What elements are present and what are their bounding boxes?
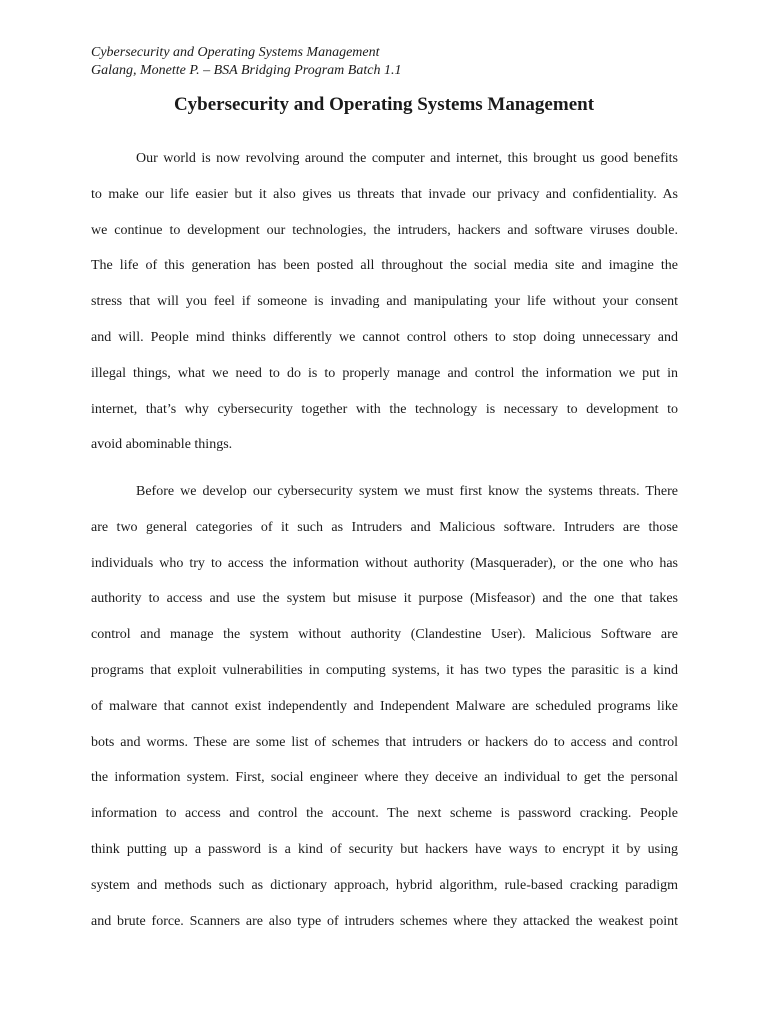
paragraph-line: individuals who try to access the information without authority (Masquerader), or the one who has <box>91 555 678 571</box>
running-header <box>91 44 691 80</box>
paragraph-line: to make our life easier but it also gives us threats that invade our privacy and confidentiality. As <box>91 186 678 202</box>
paragraph-line: Our world is now revolving around the computer and internet, this brought us good benefits <box>136 151 678 166</box>
paragraph-line: system and methods such as dictionary approach, hybrid algorithm, rule-based cracking paradigm <box>91 877 678 893</box>
paragraph-line: and brute force. Scanners are also type of intruders schemes where they attacked the weakest point <box>91 913 678 929</box>
paragraph-line: Before we develop our cybersecurity system we must first know the systems threats. There <box>136 484 678 499</box>
paragraph-line: authority to access and use the system but misuse it purpose (Misfeasor) and the one that takes <box>91 591 678 607</box>
header-author: Galang, Monette P. – BSA Bridging Program Batch 1.1 <box>91 63 402 78</box>
paragraph-line: control and manage the system without authority (Clandestine User). Malicious Software are <box>91 627 678 643</box>
paragraph-line: and will. People mind thinks differently we cannot control others to stop doing unnecessary and <box>91 329 678 345</box>
header-title: Cybersecurity and Operating Systems Management <box>91 45 380 60</box>
paragraph-line: programs that exploit vulnerabilities in computing systems, it has two types the parasitic is a kind <box>91 662 678 678</box>
paragraph-line: the information system. First, social engineer where they deceive an individual to get the personal <box>91 770 678 786</box>
paragraph-line: think putting up a password is a kind of security but hackers have ways to encrypt it by using <box>91 841 678 857</box>
paragraph-1 <box>91 141 678 463</box>
paragraph-line: internet, that’s why cybersecurity together with the technology is necessary to development to <box>91 401 678 417</box>
paragraph-line: bots and worms. These are some list of schemes that intruders or hackers do to access and control <box>91 734 678 750</box>
paragraph-line: of malware that cannot exist independently and Independent Malware are scheduled programs like <box>91 698 678 714</box>
document-title: Cybersecurity and Operating Systems Management <box>173 94 595 115</box>
paragraph-line: illegal things, what we need to do is to properly manage and control the information we put in <box>91 365 678 381</box>
paragraph-line: avoid abominable things. <box>91 437 233 453</box>
paragraph-line: The life of this generation has been posted all throughout the social media site and imagine the <box>91 258 678 274</box>
paragraph-line: information to access and control the account. The next scheme is password cracking. People <box>91 806 678 822</box>
paragraph-2 <box>91 474 678 939</box>
paragraph-line: we continue to development our technologies, the intruders, hackers and software viruses double. <box>91 222 678 238</box>
paragraph-line: stress that will you feel if someone is invading and manipulating your life without your consent <box>91 294 678 310</box>
paragraph-line: are two general categories of it such as Intruders and Malicious software. Intruders are those <box>91 519 678 535</box>
